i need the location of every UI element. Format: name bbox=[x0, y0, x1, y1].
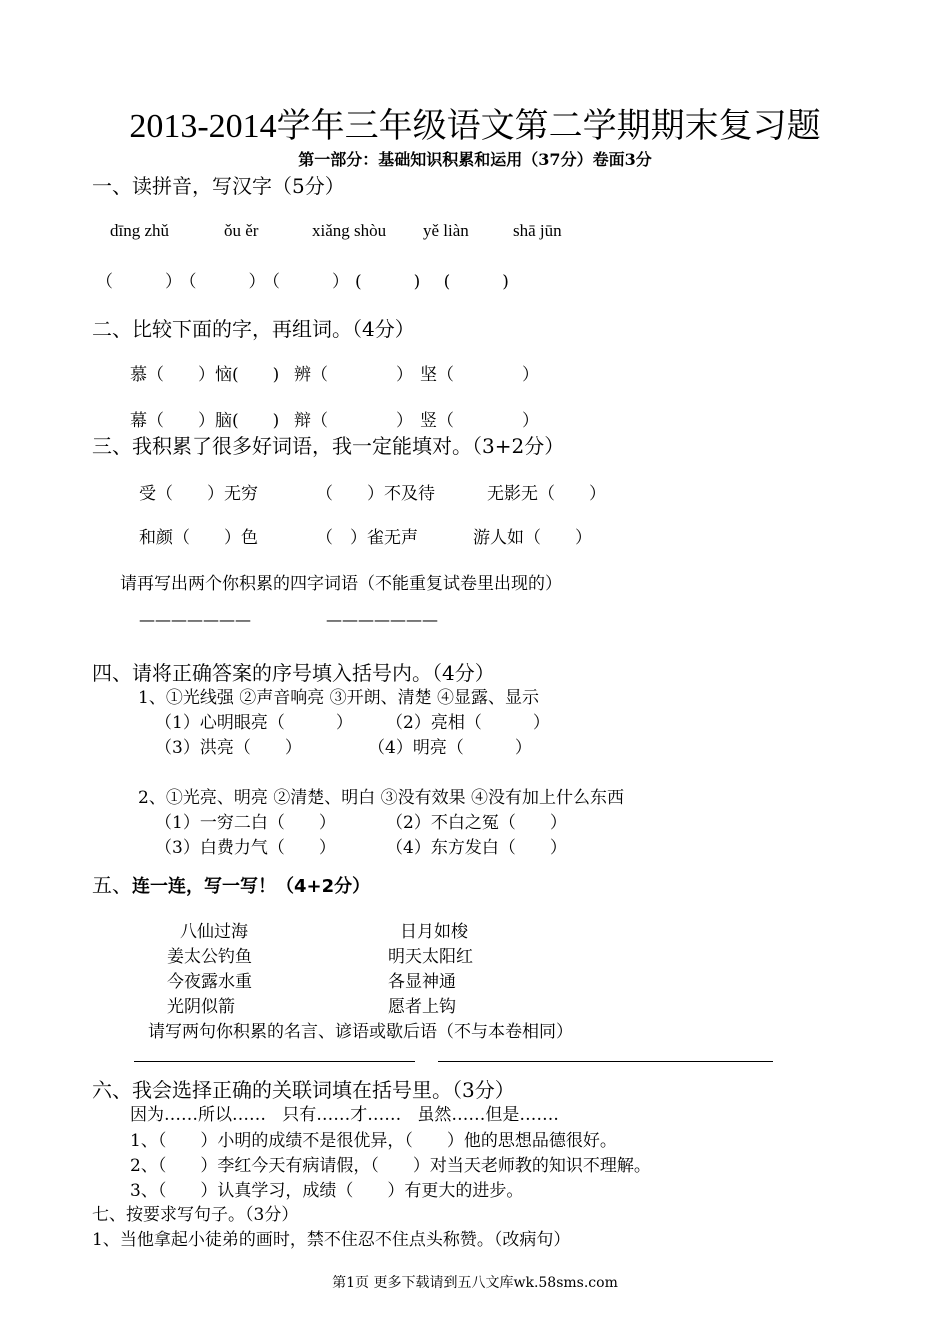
idiom-blank-1[interactable]: 受（ ）无穷 bbox=[139, 484, 258, 504]
compare-word-3[interactable]: 辨（ ） bbox=[294, 365, 413, 385]
question-2-item-4[interactable]: （4）东方发白（ ） bbox=[386, 838, 567, 858]
sentence-item-1: 1、当他拿起小徒弟的画时，禁不住忍不住点头称赞。（改病句） bbox=[92, 1230, 571, 1250]
conjunction-options: 因为……所以…… 只有……才…… 虽然……但是……. bbox=[130, 1105, 559, 1125]
pinyin-2: ǒu ěr bbox=[224, 221, 259, 240]
section-7-heading: 七、按要求写句子。（3分） bbox=[92, 1205, 299, 1225]
idiom-blank-6[interactable]: 游人如（ ） bbox=[473, 528, 592, 548]
section-4-heading: 四、请将正确答案的序号填入括号内。（4分） bbox=[92, 661, 495, 685]
conjunction-item-2[interactable]: 2、（ ）李红今天有病请假，（ ）对当天老师教的知识不理解。 bbox=[130, 1156, 651, 1176]
match-right-1[interactable]: 日月如梭 bbox=[400, 922, 468, 942]
match-left-2[interactable]: 姜太公钓鱼 bbox=[167, 947, 252, 967]
section-5-number: 五、 bbox=[92, 873, 132, 897]
idiom-blank-5[interactable]: （ ）雀无声 bbox=[316, 528, 418, 548]
section-2-heading: 二、比较下面的字，再组词。（4分） bbox=[92, 317, 415, 341]
compare-word-6[interactable]: 脑( ) bbox=[215, 411, 280, 431]
compare-word-8[interactable]: 竖（ ） bbox=[420, 411, 539, 431]
question-2-options: 2、①光亮、明亮 ②清楚、明白 ③没有效果 ④没有加上什么东西 bbox=[138, 788, 625, 808]
section-3-heading: 三、我积累了很多好词语，我一定能填对。（3+2分） bbox=[92, 434, 565, 458]
proverb-answer-line-2[interactable] bbox=[438, 1061, 773, 1062]
match-right-4[interactable]: 愿者上钩 bbox=[388, 997, 456, 1017]
match-left-3[interactable]: 今夜露水重 bbox=[167, 972, 252, 992]
idiom-answer-line-1[interactable]: ——————— bbox=[139, 610, 251, 629]
pinyin-5: shā jūn bbox=[513, 221, 562, 240]
section-5-title: 连一连，写一写！（4+2分） bbox=[132, 876, 371, 897]
pinyin-4: yě liàn bbox=[423, 221, 469, 240]
pinyin-3: xiǎng shòu bbox=[312, 221, 387, 240]
question-1-item-2[interactable]: （2）亮相（ ） bbox=[386, 713, 550, 733]
pinyin-answer-blanks[interactable]: （ ）（ ）（ ）( ) ( ) bbox=[96, 272, 515, 292]
question-1-item-1[interactable]: （1）心明眼亮（ ） bbox=[155, 713, 353, 733]
proverb-prompt: 请写两句你积累的名言、谚语或歇后语（不与本卷相同） bbox=[148, 1022, 573, 1042]
compare-word-5[interactable]: 幕（ ） bbox=[130, 411, 215, 431]
pinyin-1: dīng zhǔ bbox=[110, 221, 170, 240]
section-6-heading: 六、我会选择正确的关联词填在括号里。（3分） bbox=[92, 1078, 515, 1102]
match-right-3[interactable]: 各显神通 bbox=[388, 972, 456, 992]
section-5-heading bbox=[92, 869, 370, 898]
proverb-answer-line-1[interactable] bbox=[134, 1061, 415, 1062]
conjunction-item-1[interactable]: 1、（ ）小明的成绩不是很优异，（ ）他的思想品德很好。 bbox=[130, 1131, 617, 1151]
compare-word-2[interactable]: 恼( ) bbox=[215, 365, 280, 385]
idiom-blank-4[interactable]: 和颜（ ）色 bbox=[139, 528, 258, 548]
question-2-item-2[interactable]: （2）不白之冤（ ） bbox=[386, 813, 567, 833]
section-1-heading: 一、读拼音，写汉字（5分） bbox=[92, 174, 345, 198]
idiom-answer-line-2[interactable]: ——————— bbox=[326, 610, 438, 629]
conjunction-item-3[interactable]: 3、（ ）认真学习，成绩（ ）有更大的进步。 bbox=[130, 1181, 524, 1201]
compare-word-7[interactable]: 辩（ ） bbox=[294, 411, 413, 431]
idiom-blank-2[interactable]: （ ）不及待 bbox=[316, 484, 435, 504]
question-1-options: 1、①光线强 ②声音响亮 ③开朗、清楚 ④显露、显示 bbox=[138, 688, 540, 708]
match-left-4[interactable]: 光阴似箭 bbox=[167, 997, 235, 1017]
match-left-1[interactable]: 八仙过海 bbox=[180, 922, 248, 942]
compare-word-1[interactable]: 慕（ ） bbox=[130, 365, 215, 385]
question-1-item-3[interactable]: （3）洪亮（ ） bbox=[155, 738, 302, 758]
page-subtitle: 第一部分：基础知识积累和运用（37分）卷面3分 bbox=[298, 150, 652, 169]
page-footer: 第1页 更多下载请到五八文库wk.58sms.com bbox=[332, 1275, 618, 1291]
idiom-prompt: 请再写出两个你积累的四字词语（不能重复试卷里出现的） bbox=[120, 574, 562, 594]
match-right-2[interactable]: 明天太阳红 bbox=[388, 947, 473, 967]
idiom-blank-3[interactable]: 无影无（ ） bbox=[487, 484, 606, 504]
question-1-item-4[interactable]: （4）明亮（ ） bbox=[368, 738, 532, 758]
question-2-item-3[interactable]: （3）白费力气（ ） bbox=[155, 838, 336, 858]
question-2-item-1[interactable]: （1）一穷二白（ ） bbox=[155, 813, 336, 833]
compare-word-4[interactable]: 坚（ ） bbox=[420, 365, 539, 385]
page-title: 2013-2014学年三年级语文第二学期期末复习题 bbox=[129, 108, 821, 145]
